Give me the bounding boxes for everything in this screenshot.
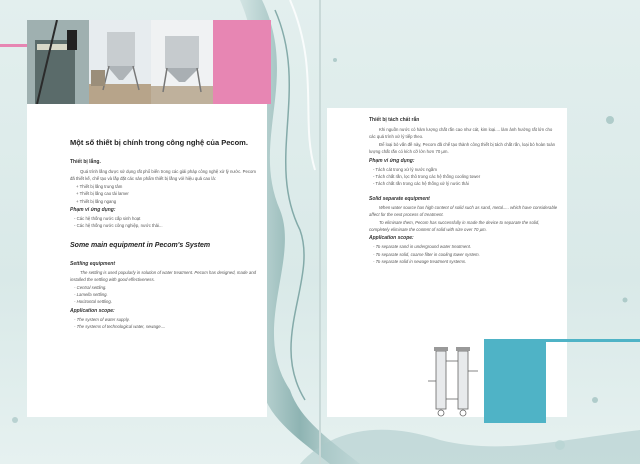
page-gutter — [319, 0, 321, 464]
list-item: + Thiết bị lắng cao tải lamer — [76, 191, 129, 197]
separator-heading-vn: Thiết bị tách chất rắn — [369, 117, 420, 123]
list-item: - Central settling. — [74, 284, 107, 290]
scope-heading-en: Application scope: — [70, 307, 115, 314]
list-item: - Horizontal settling. — [74, 299, 112, 305]
teal-accent-line — [546, 339, 640, 342]
settling-heading-en: Settling equipment — [70, 260, 115, 267]
separator-heading-en: Solid separate equipment — [369, 195, 430, 202]
list-item: - Tách chất rắn trong các hệ thống xử lý nước thải — [373, 181, 469, 187]
list-item: - Các hệ thống nước cấp sinh hoạt — [74, 216, 141, 222]
list-item: - Tách cát trong xử lý nước ngầm — [373, 166, 437, 172]
list-item: + Thiết bị lắng ngang — [76, 198, 117, 204]
teal-accent-block — [484, 339, 546, 423]
section-title-en: Some main equipment in Pecom's System — [70, 241, 211, 249]
separator-body-vn-2: Để loại bỏ vấn đề này, Pecom đã chế tạo thành công thiết bị tách chất rắn, loại bỏ hoàn toàn lượng chất rắn có kích cỡ lớn hơn 70 µm. — [369, 141, 555, 155]
settling-heading-vn: Thiết bị lắng. — [70, 159, 101, 165]
pink-accent-block — [213, 20, 271, 104]
separator-body-en-2: To eliminate them, Pecom has successfully in made the device to separate the solid, completely eliminate the content of solid with size over 70 µm. — [369, 219, 540, 233]
list-item: - Tách chất rắn, lọc thô trong các hệ thống cooling tower — [373, 174, 481, 180]
list-item: + Thiết bị lắng trung tâm — [76, 183, 123, 189]
pink-accent-line — [0, 44, 27, 47]
scope-heading-vn: Phạm vi ứng dụng: — [70, 207, 116, 214]
scope-heading-en: Application scope: — [369, 235, 414, 242]
list-item: - To separate sand in underground water treatment. — [373, 244, 472, 250]
list-item: - Các hệ thống nước công nghiệp, nước thải... — [74, 223, 163, 229]
list-item: - Lamella settling. — [74, 292, 108, 298]
list-item: - The system of water supply. — [74, 316, 130, 322]
list-item: - To separate solid, coarse filter in cooling tower system. — [373, 251, 480, 257]
separator-body-en-1: When water source has high content of solid such as sand, metal..... which have considerable affect for the next process of treatment. — [369, 204, 558, 218]
section-title-vn: Một số thiết bị chính trong công nghệ của Pecom. — [70, 138, 248, 147]
list-item: - The systems of technological water, sewage.... — [74, 324, 166, 330]
photo-strip — [27, 20, 213, 104]
separator-body-vn-1: Khi nguồn nước có hàm lượng chất rắn cao như cát, kim loại.... làm ảnh hưởng rất lớn cho các quá trình xử lý tiếp theo. — [369, 127, 553, 140]
list-item: - To separate solid in sewage treatment systems. — [373, 259, 467, 265]
scope-heading-vn: Phạm vi ứng dụng: — [369, 157, 415, 164]
water-tank-photo — [27, 20, 89, 104]
steel-silo-photo — [89, 20, 151, 104]
settling-body-en: The settling is used popularly in solution of water treatment. Pecom has designed, made and installed the settling with good effectiveness. — [70, 269, 257, 283]
settling-body-vn: Quá trình lắng được sử dụng rất phổ biến trong các giải pháp công nghệ xử lý nước. Pecom đã thiết kế, chế tạo và lắp đặt các sản phẩm thiết bị lắng với hiệu quả cao là: — [70, 169, 256, 182]
steel-silo-photo — [151, 20, 213, 104]
right-page-text — [369, 117, 559, 266]
left-page-text — [70, 138, 260, 331]
solid-separator-drawing — [424, 341, 486, 421]
